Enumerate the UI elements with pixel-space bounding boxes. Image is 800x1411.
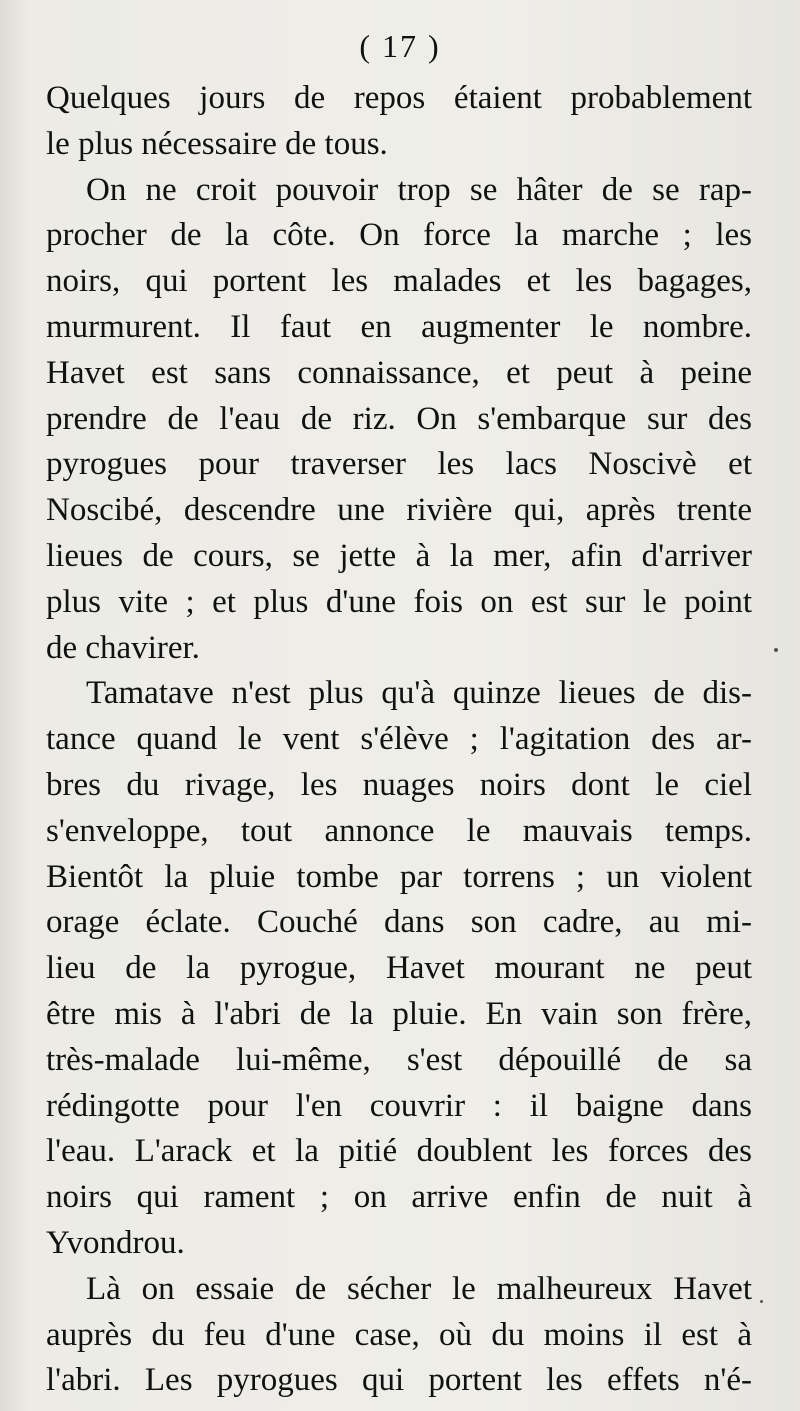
body-text: [46, 76, 752, 1404]
text-line: Yvondrou.: [46, 1224, 185, 1261]
page-number: ( 17 ): [359, 28, 441, 64]
text-line: tance quand le vent s'élève ; l'agitation des ar-: [46, 721, 752, 758]
text-line: Là on essaie de sécher le malheureux Havet: [86, 1270, 752, 1307]
text-line: plus vite ; et plus d'une fois on est sur le point: [46, 583, 752, 620]
text-line: Havet est sans connaissance, et peut à peine: [46, 354, 752, 391]
ink-speck: [774, 648, 778, 652]
text-line: Tamatave n'est plus qu'à quinze lieues de dis-: [86, 675, 752, 712]
text-line: très-malade lui-même, s'est dépouillé de sa: [46, 1041, 752, 1078]
text-line: Noscibé, descendre une rivière qui, après trente: [46, 492, 752, 529]
text-line: pyrogues pour traverser les lacs Noscivè et: [46, 446, 752, 483]
text-line: orage éclate. Couché dans son cadre, au mi-: [46, 904, 752, 941]
text-line: l'abri. Les pyrogues qui portent les effets n'é-: [46, 1362, 752, 1399]
text-line: procher de la côte. On force la marche ; les: [46, 217, 752, 254]
text-line: lieues de cours, se jette à la mer, afin d'arriver: [46, 537, 752, 574]
text-line: de chavirer.: [46, 629, 200, 666]
text-line: Bientôt la pluie tombe par torrens ; un violent: [46, 858, 752, 895]
text-line: noirs qui rament ; on arrive enfin de nuit à: [46, 1179, 752, 1216]
text-line: Quelques jours de repos étaient probablement: [46, 80, 752, 116]
text-line: murmurent. Il faut en augmenter le nombre.: [46, 308, 752, 345]
text-line: auprès du feu d'une case, où du moins il est à: [46, 1316, 752, 1353]
text-line: rédingotte pour l'en couvrir : il baigne dans: [46, 1087, 752, 1124]
text-line: être mis à l'abri de la pluie. En vain son frère,: [46, 995, 752, 1032]
text-line: noirs, qui portent les malades et les bagages,: [46, 263, 752, 300]
text-line: le plus nécessaire de tous.: [46, 125, 388, 162]
text-line: prendre de l'eau de riz. On s'embarque sur des: [46, 400, 752, 437]
text-line: lieu de la pyrogue, Havet mourant ne peut: [46, 950, 752, 987]
text-line: l'eau. L'arack et la pitié doublent les forces des: [46, 1133, 752, 1170]
text-line: bres du rivage, les nuages noirs dont le ciel: [46, 766, 752, 803]
ink-speck: [760, 1300, 763, 1303]
text-line: s'enveloppe, tout annonce le mauvais temps.: [46, 812, 752, 849]
text-line: On ne croit pouvoir trop se hâter de se rap-: [86, 171, 752, 208]
